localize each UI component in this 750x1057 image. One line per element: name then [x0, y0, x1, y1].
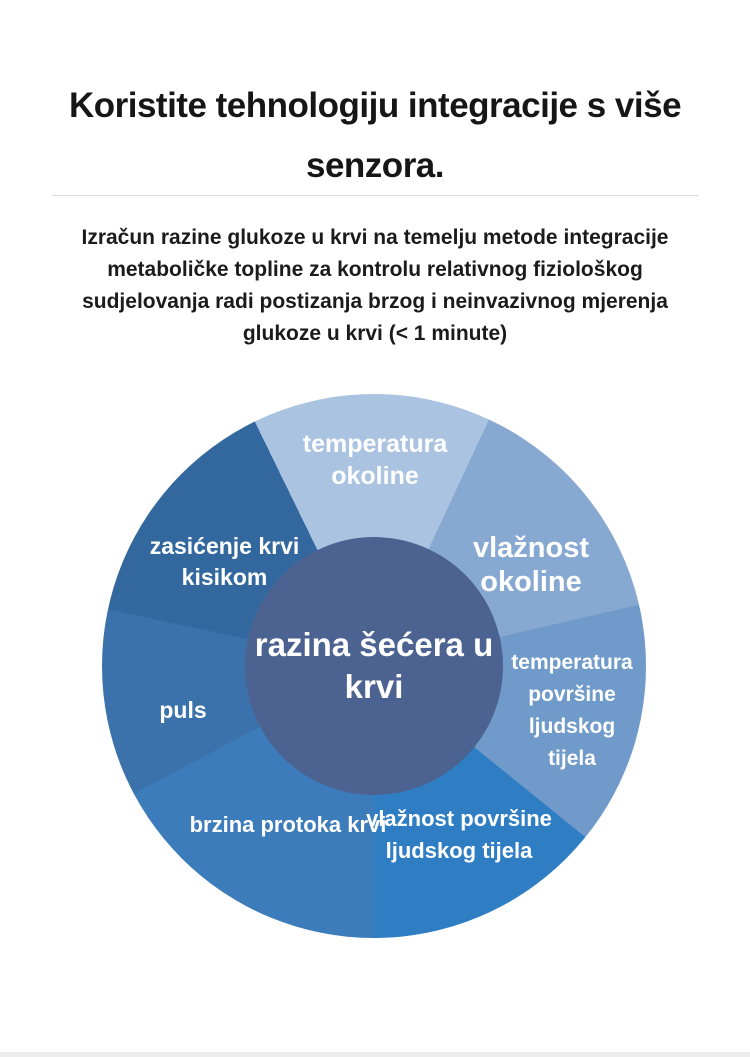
description-text [0, 222, 750, 350]
page-title [0, 76, 750, 196]
description-line: sudjelovanja radi postizanja brzog i neinvazivnog mjerenja [82, 290, 668, 313]
bottom-section-edge [0, 1052, 750, 1057]
wheel-segment-label-body-surface-humidity: vlažnost površine ljudskog tijela [366, 806, 552, 863]
wheel-segment-label-ambient-humidity: vlažnost okoline [472, 532, 590, 598]
description-line: glukoze u krvi (< 1 minute) [242, 322, 508, 345]
description-line: Izračun razine glukoze u krvi na temelju metode integracije [81, 226, 669, 249]
title-divider [52, 195, 698, 196]
page-title-line: Koristite tehnologiju integracije s više [68, 86, 682, 125]
wheel-center-label: razina šećera u krvi [254, 626, 494, 705]
wheel-segment-label-blood-oxygen-saturation: zasićenje krvi kisikom [149, 533, 300, 590]
wheel-segment-label-body-surface-temperature: temperatura površine ljudskog tijela [511, 651, 633, 770]
wheel-segment-label-ambient-temperature: temperatura okoline [302, 430, 448, 490]
wheel-center [245, 537, 503, 795]
wheel-segment-label-pulse: puls [159, 697, 207, 723]
wheel-segment-label-blood-flow-rate: brzina protoka krvi [189, 812, 387, 837]
page-title-line: senzora. [306, 146, 444, 185]
description-line: metaboličke topline za kontrolu relativnog fiziološkog [107, 258, 643, 281]
